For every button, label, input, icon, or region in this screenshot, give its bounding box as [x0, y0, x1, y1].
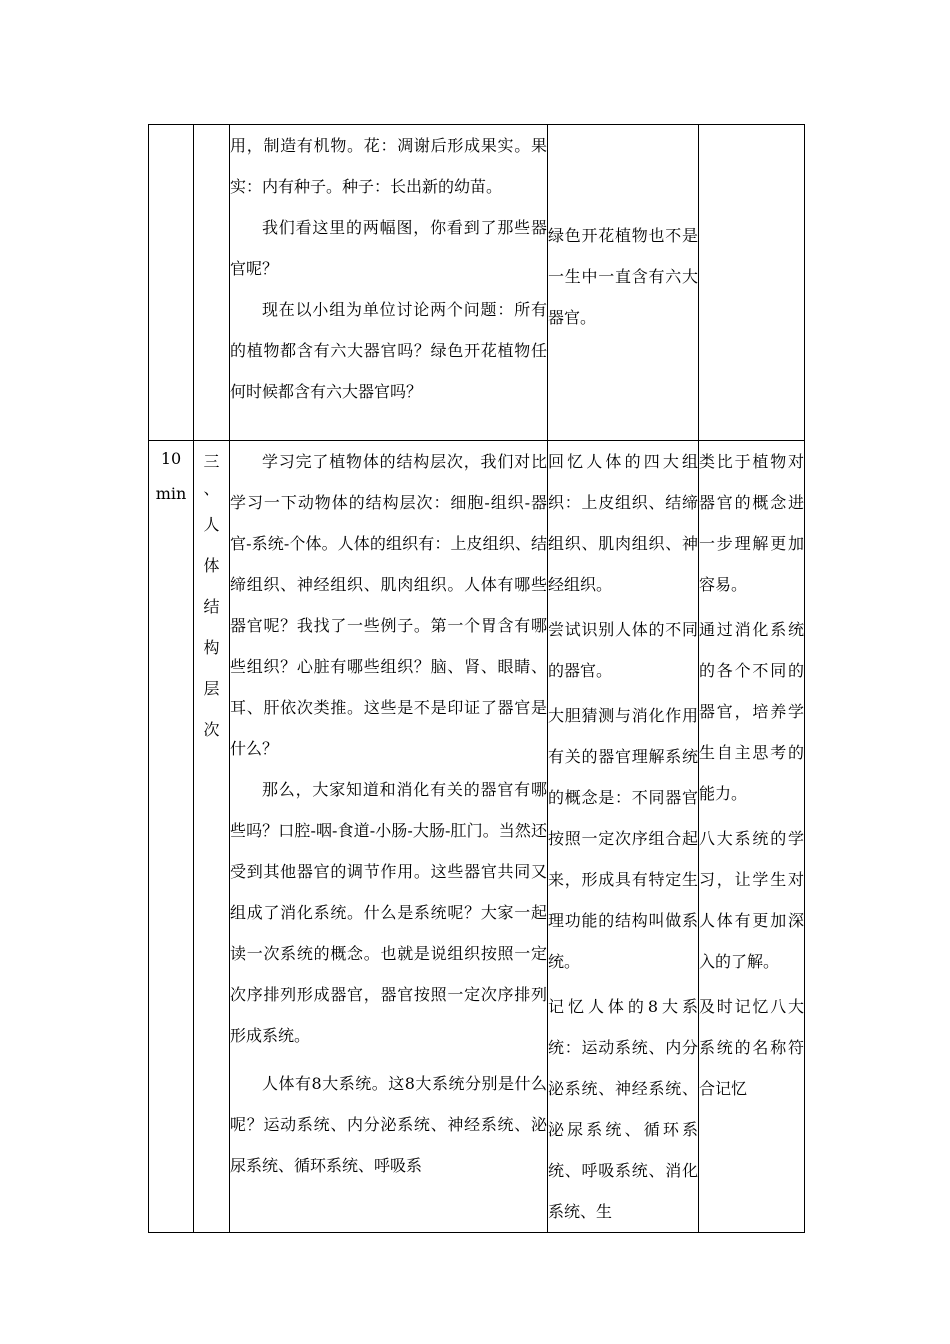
paragraph: 及时记忆八大系统的名称符合记忆	[699, 997, 804, 1098]
stage-char: 、	[203, 479, 220, 498]
table-row	[149, 125, 805, 441]
stage-char: 构	[203, 638, 220, 657]
paragraph: 大胆猜测与消化作用有关的器官理解系统的概念是：不同器官按照一定次序组合起来，形成具有特定生理功能的结构叫做系统。	[548, 706, 698, 971]
paragraph: 用，制造有机物。花：凋谢后形成果实。果实：内有种子。种子：长出新的幼苗。	[230, 136, 547, 196]
lesson-plan-table	[148, 124, 805, 1233]
stage-char: 层	[203, 679, 220, 698]
paragraph: 我们看这里的两幅图，你看到了那些器官呢？	[230, 218, 547, 278]
paragraph: 绿色开花植物也不是一生中一直含有六大器官。	[548, 226, 698, 327]
table-row	[149, 441, 805, 1233]
stage-cell	[194, 441, 230, 1233]
paragraph: 人体有8大系统。这8大系统分别是什么呢？运动系统、内分泌系统、神经系统、泌尿系统、循环系统、呼吸系	[230, 1074, 547, 1175]
paragraph: 记忆人体的8大系统：运动系统、内分泌系统、神经系统、泌尿系统、循环系统、呼吸系统、消化系统、生	[548, 997, 698, 1221]
stage-char: 次	[203, 720, 220, 739]
stage-char: 三	[203, 452, 220, 471]
time-cell	[149, 441, 194, 1233]
student-activity-cell	[548, 441, 699, 1233]
paragraph: 尝试识别人体的不同的器官。	[548, 620, 698, 680]
paragraph: 类比于植物对器官的概念进一步理解更加容易。	[699, 452, 804, 594]
student-activity-cell	[548, 125, 699, 441]
design-intent-cell	[699, 125, 805, 441]
stage-cell	[194, 125, 230, 441]
paragraph: 那么，大家知道和消化有关的器官有哪些吗？口腔-咽-食道-小肠-大肠-肛门。当然还受到其他器官的调节作用。这些器官共同又组成了消化系统。什么是系统呢？大家一起读一次系统的概念。也就是说组织按照一定次序排列形成器官，器官按照一定次序排列形成系统。	[230, 780, 547, 1045]
paragraph: 八大系统的学习，让学生对人体有更加深入的了解。	[699, 829, 804, 971]
stage-char: 结	[203, 597, 220, 616]
time-value: 10	[160, 449, 182, 468]
stage-char: 体	[203, 556, 220, 575]
time-cell	[149, 125, 194, 441]
paragraph: 回忆人体的四大组织：上皮组织、结缔组织、肌肉组织、神经组织。	[548, 452, 698, 594]
paragraph: 学习完了植物体的结构层次，我们对比学习一下动物体的结构层次：细胞-组织-器官-系统-个体。人体的组织有：上皮组织、结缔组织、神经组织、肌肉组织。人体有哪些器官呢？我找了一些例子。第一个胃含有哪些组织？心脏有哪些组织？脑、肾、眼睛、耳、肝依次类推。这些是不是印证了器官是什么？	[230, 452, 547, 758]
paragraph: 通过消化系统的各个不同的器官，培养学生自主思考的能力。	[699, 620, 804, 803]
design-intent-cell	[699, 441, 805, 1233]
teacher-activity-cell	[230, 125, 548, 441]
paragraph: 现在以小组为单位讨论两个问题：所有的植物都含有六大器官吗？绿色开花植物任何时候都含有六大器官吗？	[230, 300, 547, 401]
teacher-activity-cell	[230, 441, 548, 1233]
time-unit: min	[155, 484, 187, 503]
stage-char: 人	[203, 515, 220, 534]
